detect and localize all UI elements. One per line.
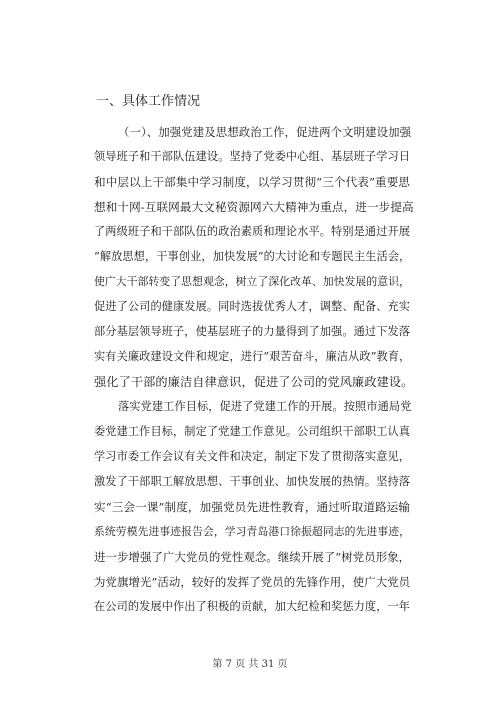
paragraph-line: 强化了干部的廉洁自律意识，促进了公司的党风廉政建设。 xyxy=(94,375,414,389)
paragraph-line: 了两级班子和干部队伍的政治素质和理论水平。特别是通过开展 xyxy=(94,225,411,238)
paragraph-line: 为党旗增光”活动，较好的发挥了党员的先锋作用，使广大党员 xyxy=(94,575,411,589)
paragraph-line: “解放思想，干事创业，加快发展”的大讨论和专题民主生活会， xyxy=(94,250,411,263)
section-heading: 一、具体工作情况 xyxy=(96,94,201,109)
paragraph-line: 在公司的发展中作出了积极的贡献，加大纪检和奖惩力度，一年 xyxy=(94,600,411,613)
paragraph-line: （一）、加强党建及思想政治工作，促进两个文明建设加强 xyxy=(118,125,412,139)
paragraph-line: 和中层以上干部集中学习制度，以学习贯彻“三个代表”重要思 xyxy=(94,175,411,189)
paragraph-line: 激发了干部职工解放思想、干事创业、加快发展的热情。坚持落 xyxy=(94,475,411,488)
paragraph-line: 促进了公司的健康发展。同时选拔优秀人才，调整、配备、充实 xyxy=(94,300,411,313)
paragraph-line: 使广大干部转变了思想观念，树立了深化改革、加快发展的意识， xyxy=(94,275,411,288)
page-footer: 第 7 页 共 31 页 xyxy=(212,659,288,670)
paragraph-line: 系统劳模先进事迹报告会，学习青岛港口徐振超同志的先进事迹， xyxy=(94,525,411,538)
paragraph-line: 学习市委工作会议有关文件和决定，制定下发了贯彻落实意见， xyxy=(94,450,411,463)
paragraph-line: 落实党建工作目标，促进了党建工作的开展。按照市通局党 xyxy=(118,400,412,413)
paragraph-line: 部分基层领导班子，使基层班子的力量得到了加强。通过下发落 xyxy=(94,325,411,338)
paragraph-line: 想和十网-互联网最大文秘资源网六大精神为重点，进一步提高 xyxy=(94,200,414,214)
paragraph-line: 实有关廉政建设文件和规定，进行“艰苦奋斗，廉洁从政”教育， xyxy=(94,350,411,363)
paragraph-line: 委党建工作目标，制定了党建工作意见。公司组织干部职工认真 xyxy=(94,425,411,438)
paragraph-line: 领导班子和干部队伍建设。坚持了党委中心组、基层班子学习日 xyxy=(94,150,411,163)
paragraph-line: 进一步增强了广大党员的党性观念。继续开展了“树党员形象， xyxy=(94,550,411,564)
paragraph-line: 实“三会一课”制度，加强党员先进性教育，通过听取道路运输 xyxy=(94,500,411,514)
